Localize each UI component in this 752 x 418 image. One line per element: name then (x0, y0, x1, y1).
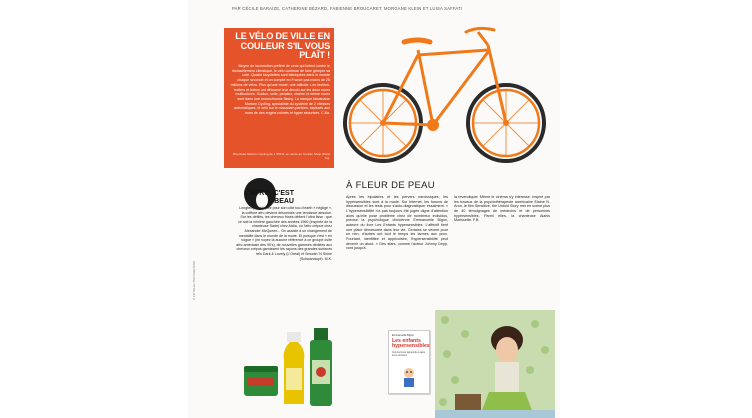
bike-article-box (224, 28, 334, 168)
bike-article-body: Moyen de locomotion préféré de ceux qui luttent contre le réchauffement climatique, le vélo continue de faire grimper sa cote. Quatre bicyclettes sont fabriquées dans le monde chaque seconde et on compte en France pas moins de 25 millions de vélos. Plus qu'une mode, une attitude. Les fashion-trotters et bobos ont détourné leur dévolu sur les deux roues multicolores. Guidon, selle, pédales, chaîne et même roues sont dans une monochromie flashy. La marque taiwanaise Mortom Cycling, spécialiste du système de 2 vitesses automatiques, le vélo sur le macadam parisien, tapissés aux murs de des engins colorés et hyper sécurisés. C.Ba. (230, 64, 330, 116)
book-title: Les enfants hypersensibles (392, 338, 430, 350)
fleur-article-column-1: Après les bipolaires et les pervers narcissiques, les hypersensibles sont à la mode. Sur Internet, les forums de discussion et les tests pour s'auto-diagnostiquer essaiment. « L'hypersensibilité n'a pas toujours été jugée digne d'attention alors qu'elle pose problème chez de nombreux individus, précise la psychologue clinicienne Emmanuelle Bigon, auteure du livre Les Enfants hypersensibles. L'affectif tient une place démesurée dans leur vie. Certains se vexent pour un rien, d'autres ont tout le temps les larmes aux yeux. Pourtant, identifiée et apprivoisée, l'hypersensibilité peut devenir un atout. » Des stars, comme l'acteur Johnny Depp, vont jusqu'à (346, 195, 448, 251)
side-credit: © FOTOLIA / PICTURETANK (192, 260, 196, 300)
afro-article-body: Longtemps critiquée pour son côté too-d'earth » négligé », la coiffure afro devient désormais une tendance absolue. Sur les défilés, les cheveux frisés défient l'ultra lisse : que ce soit la crinière gauchée des années 1960 (inspirée de la chanteuse Sade) chez Alaïa, ou l'afro crépue chez Alexander McQueen... On assiste à un changement de mentalité dans le monde de la mode. Et puisque c'est « en vogue » (ne voyez là aucune référence à ce groupe culte afro-américain des 90's), de nouvelles gammes dédiées aux cheveux crépus garnissent les rayons des grandes surfaces tels Dark & Lovely (L'Oréal) et Smooth 'N Shine (Schwarzkopf). M.K. (236, 206, 332, 261)
woman-photo-illustration (435, 310, 555, 418)
woman-photo (435, 310, 555, 418)
hair-products-photo (240, 320, 350, 412)
fleur-article-column-2: la revendiquer. Même le cinéma s'y intéresse. Inspiré par les travaux de la psychothérapeute américaine Elaine N. Aron, le film Sensitive, the Untold Story met en scène plus de 40 témoignages de médecins et de personnes hypersensibles. Parmi elles, la chanteuse Alanis Morissette. F.B. (454, 195, 550, 223)
byline: PAR CÉCILE BARAIZE, CATHERINE BÉZARD, FABIENNE BROUCARET, MORGANE KLEIN ET LUISA SAFFATI (232, 6, 463, 11)
book-cover (388, 330, 430, 394)
book-author: Emmanuelle Bigon (392, 334, 414, 337)
child-illustration-icon (397, 365, 421, 389)
afro-article-title: L'AFRO, C'EST BEAU (244, 190, 294, 205)
book-subtitle: Comment leur apprendre à gérer leurs émotions (392, 352, 426, 357)
bike-article-caption: Bicyclette Mortom Cycling de 1 550 €, en vente au Conran Shop (Paris 7e). (233, 152, 330, 160)
bike-article-title: LE VÉLO DE VILLE EN COULEUR S'IL VOUS PLAÎT ! (235, 31, 330, 60)
fleur-article-title: À FLEUR DE PEAU (346, 180, 435, 191)
orange-bike-illustration (338, 20, 553, 170)
magazine-page (188, 0, 560, 418)
